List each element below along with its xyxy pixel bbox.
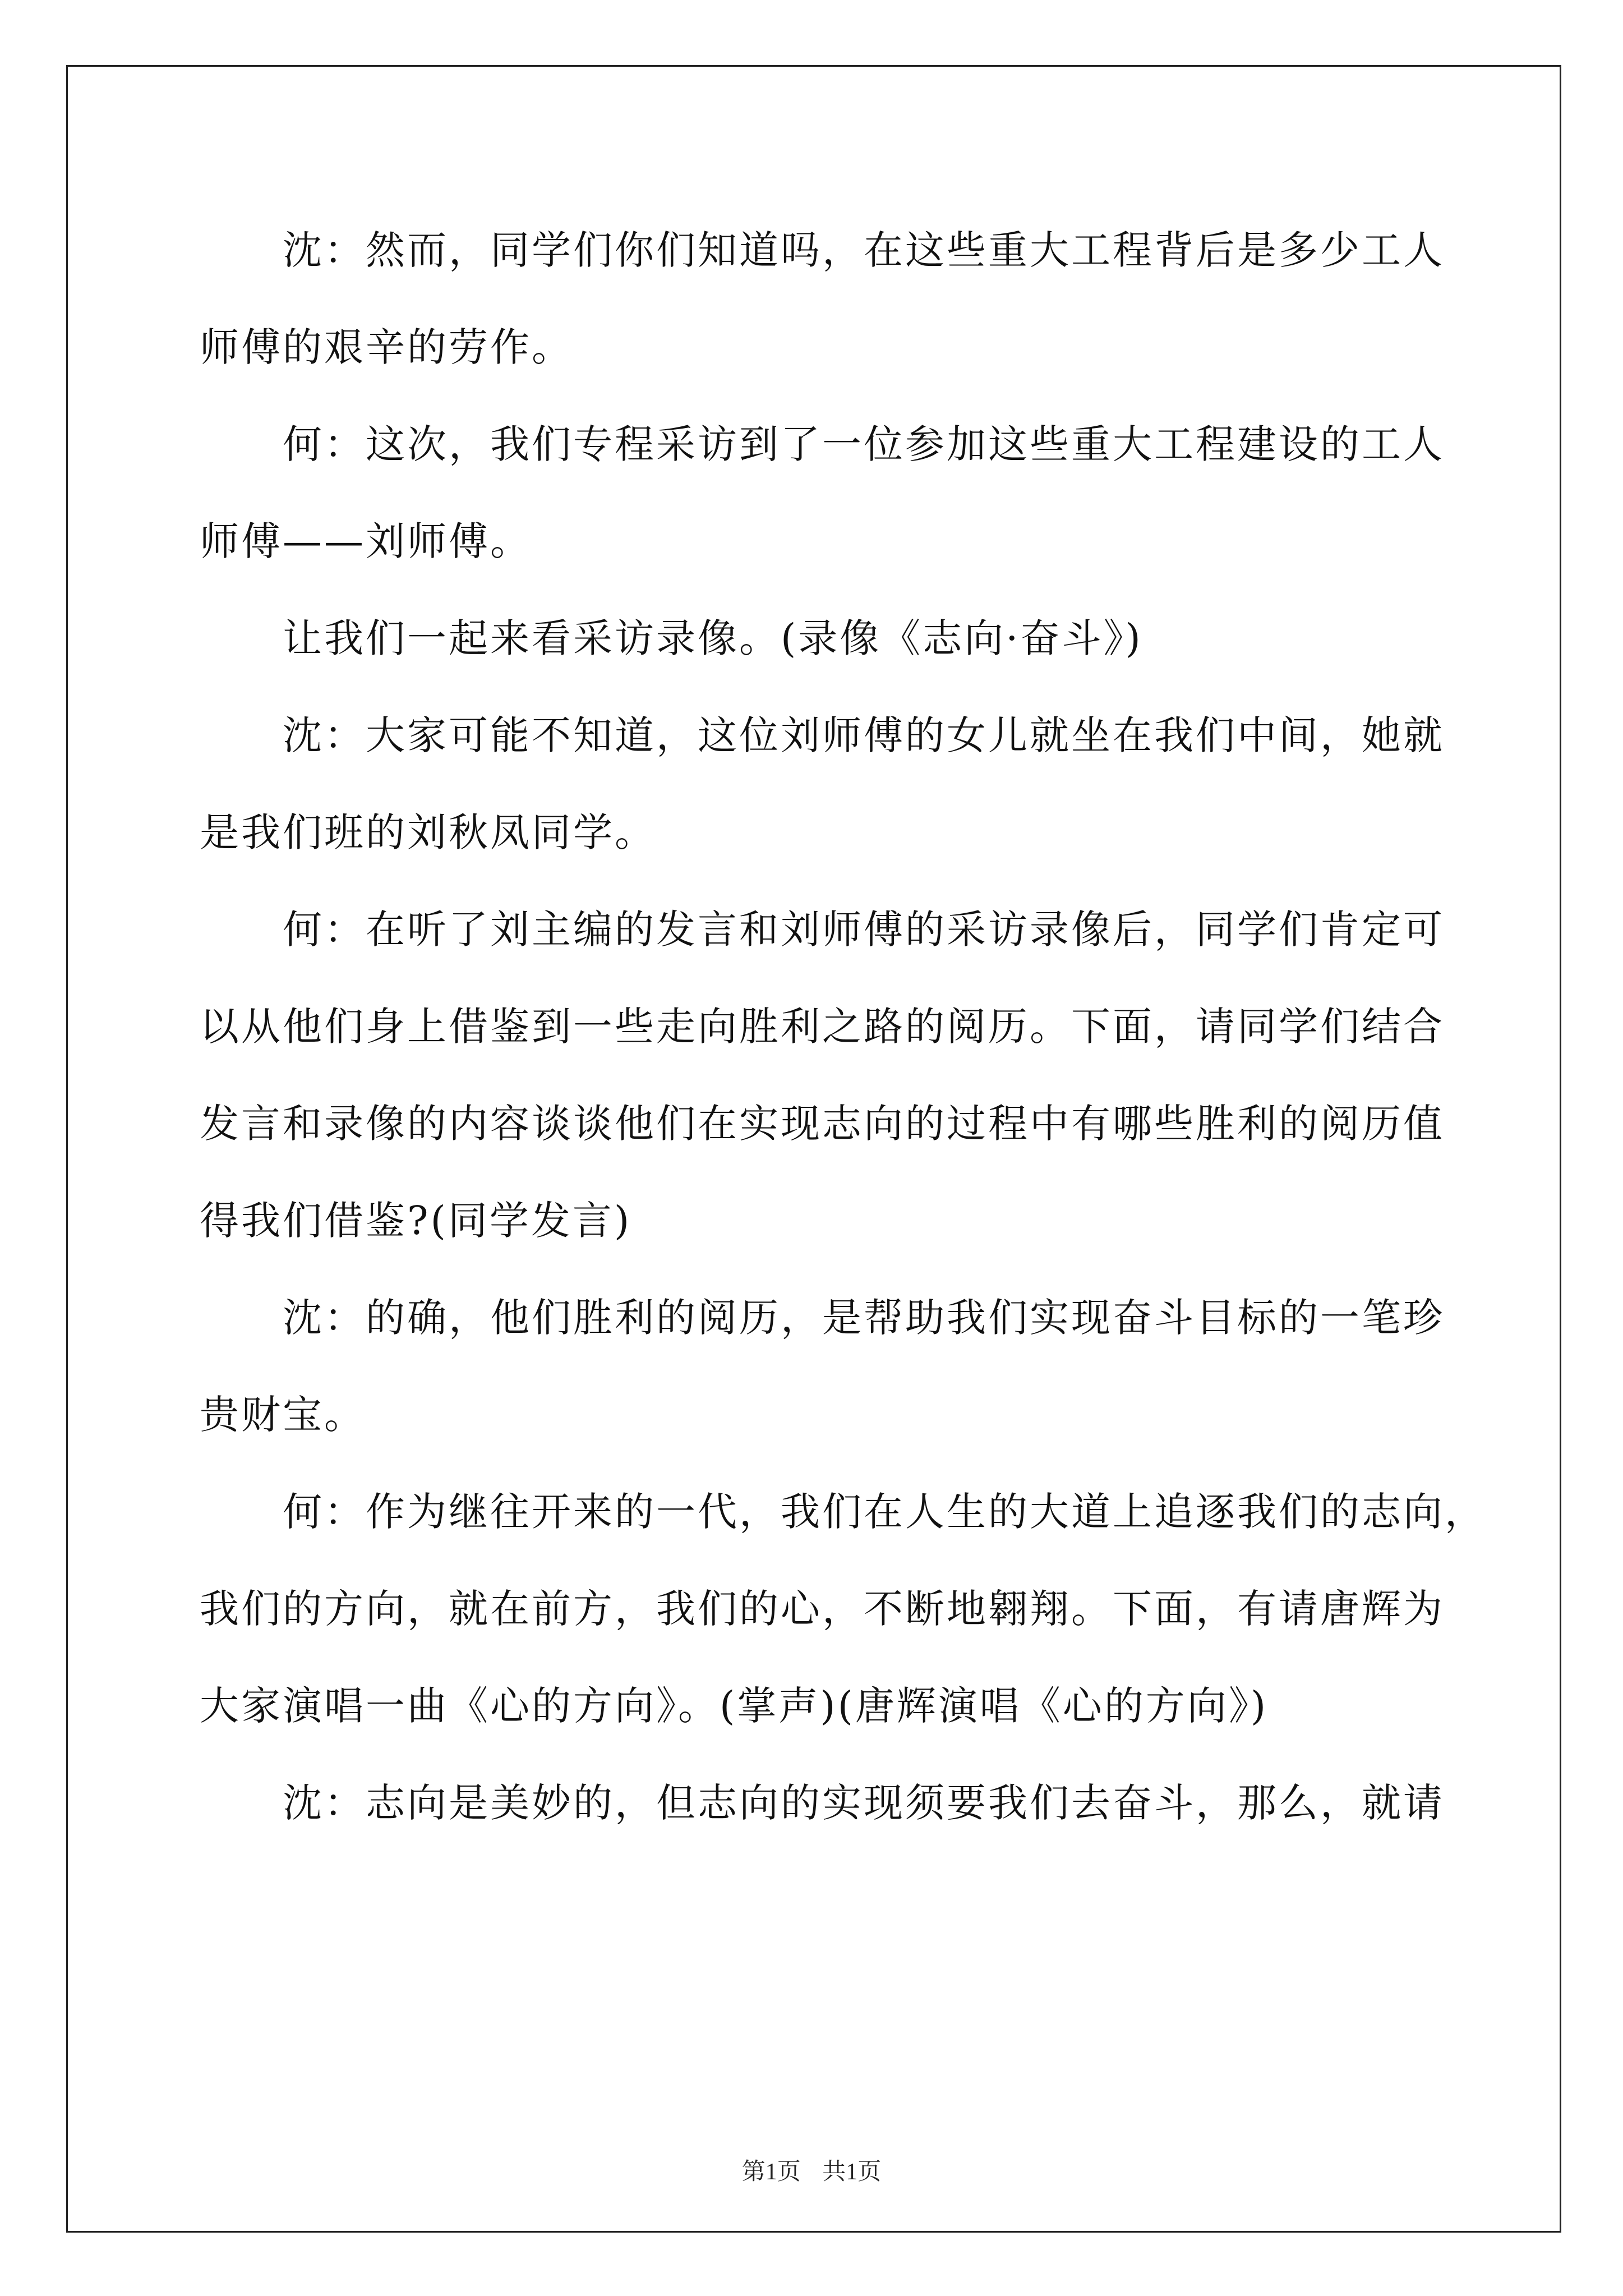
text-line: 师傅——刘师傅。 bbox=[200, 518, 532, 564]
page-footer bbox=[0, 2153, 1623, 2187]
text-line: 沈：大家可能不知道，这位刘师傅的女儿就坐在我们中间，她就 bbox=[283, 712, 1445, 758]
paragraph bbox=[200, 1464, 1486, 1755]
paragraph bbox=[200, 590, 1433, 687]
paragraph bbox=[200, 881, 1445, 1269]
document-body bbox=[200, 202, 1486, 1852]
text-line: 以从他们身上借鉴到一些走向胜利之路的阅历。下面，请同学们结合 bbox=[200, 1004, 1445, 1050]
page-number-total: 共1页 bbox=[822, 2159, 882, 2185]
text-line: 是我们班的刘秋凤同学。 bbox=[200, 809, 656, 855]
text-line: 师傅的艰辛的劳作。 bbox=[200, 324, 573, 370]
text-line: 得我们借鉴?(同学发言) bbox=[200, 1198, 632, 1244]
paragraph bbox=[200, 202, 1445, 396]
text-line: 贵财宝。 bbox=[200, 1392, 366, 1438]
text-line: 让我们一起来看采访录像。(录像《志向·奋斗》) bbox=[283, 615, 1143, 661]
paragraph bbox=[200, 687, 1445, 881]
page-number-current: 第1页 bbox=[741, 2159, 801, 2185]
text-line: 发言和录像的内容谈谈他们在实现志向的过程中有哪些胜利的阅历值 bbox=[200, 1101, 1445, 1147]
text-line: 何：作为继往开来的一代，我们在人生的大道上追逐我们的志向， bbox=[283, 1489, 1486, 1535]
text-line: 何：这次，我们专程采访到了一位参加这些重大工程建设的工人 bbox=[283, 421, 1445, 467]
paragraph bbox=[200, 396, 1445, 590]
text-line: 我们的方向，就在前方，我们的心，不断地翱翔。下面，有请唐辉为 bbox=[200, 1586, 1445, 1632]
text-line: 何：在听了刘主编的发言和刘师傅的采访录像后，同学们肯定可 bbox=[283, 907, 1445, 953]
text-line: 大家演唱一曲《心的方向》。(掌声)(唐辉演唱《心的方向》) bbox=[200, 1683, 1269, 1729]
text-line: 沈：志向是美妙的，但志向的实现须要我们去奋斗，那么，就请 bbox=[283, 1780, 1445, 1826]
paragraph bbox=[200, 1755, 1445, 1852]
paragraph bbox=[200, 1269, 1445, 1464]
text-line: 沈：然而，同学们你们知道吗，在这些重大工程背后是多少工人 bbox=[283, 227, 1445, 273]
text-line: 沈：的确，他们胜利的阅历，是帮助我们实现奋斗目标的一笔珍 bbox=[283, 1295, 1445, 1341]
